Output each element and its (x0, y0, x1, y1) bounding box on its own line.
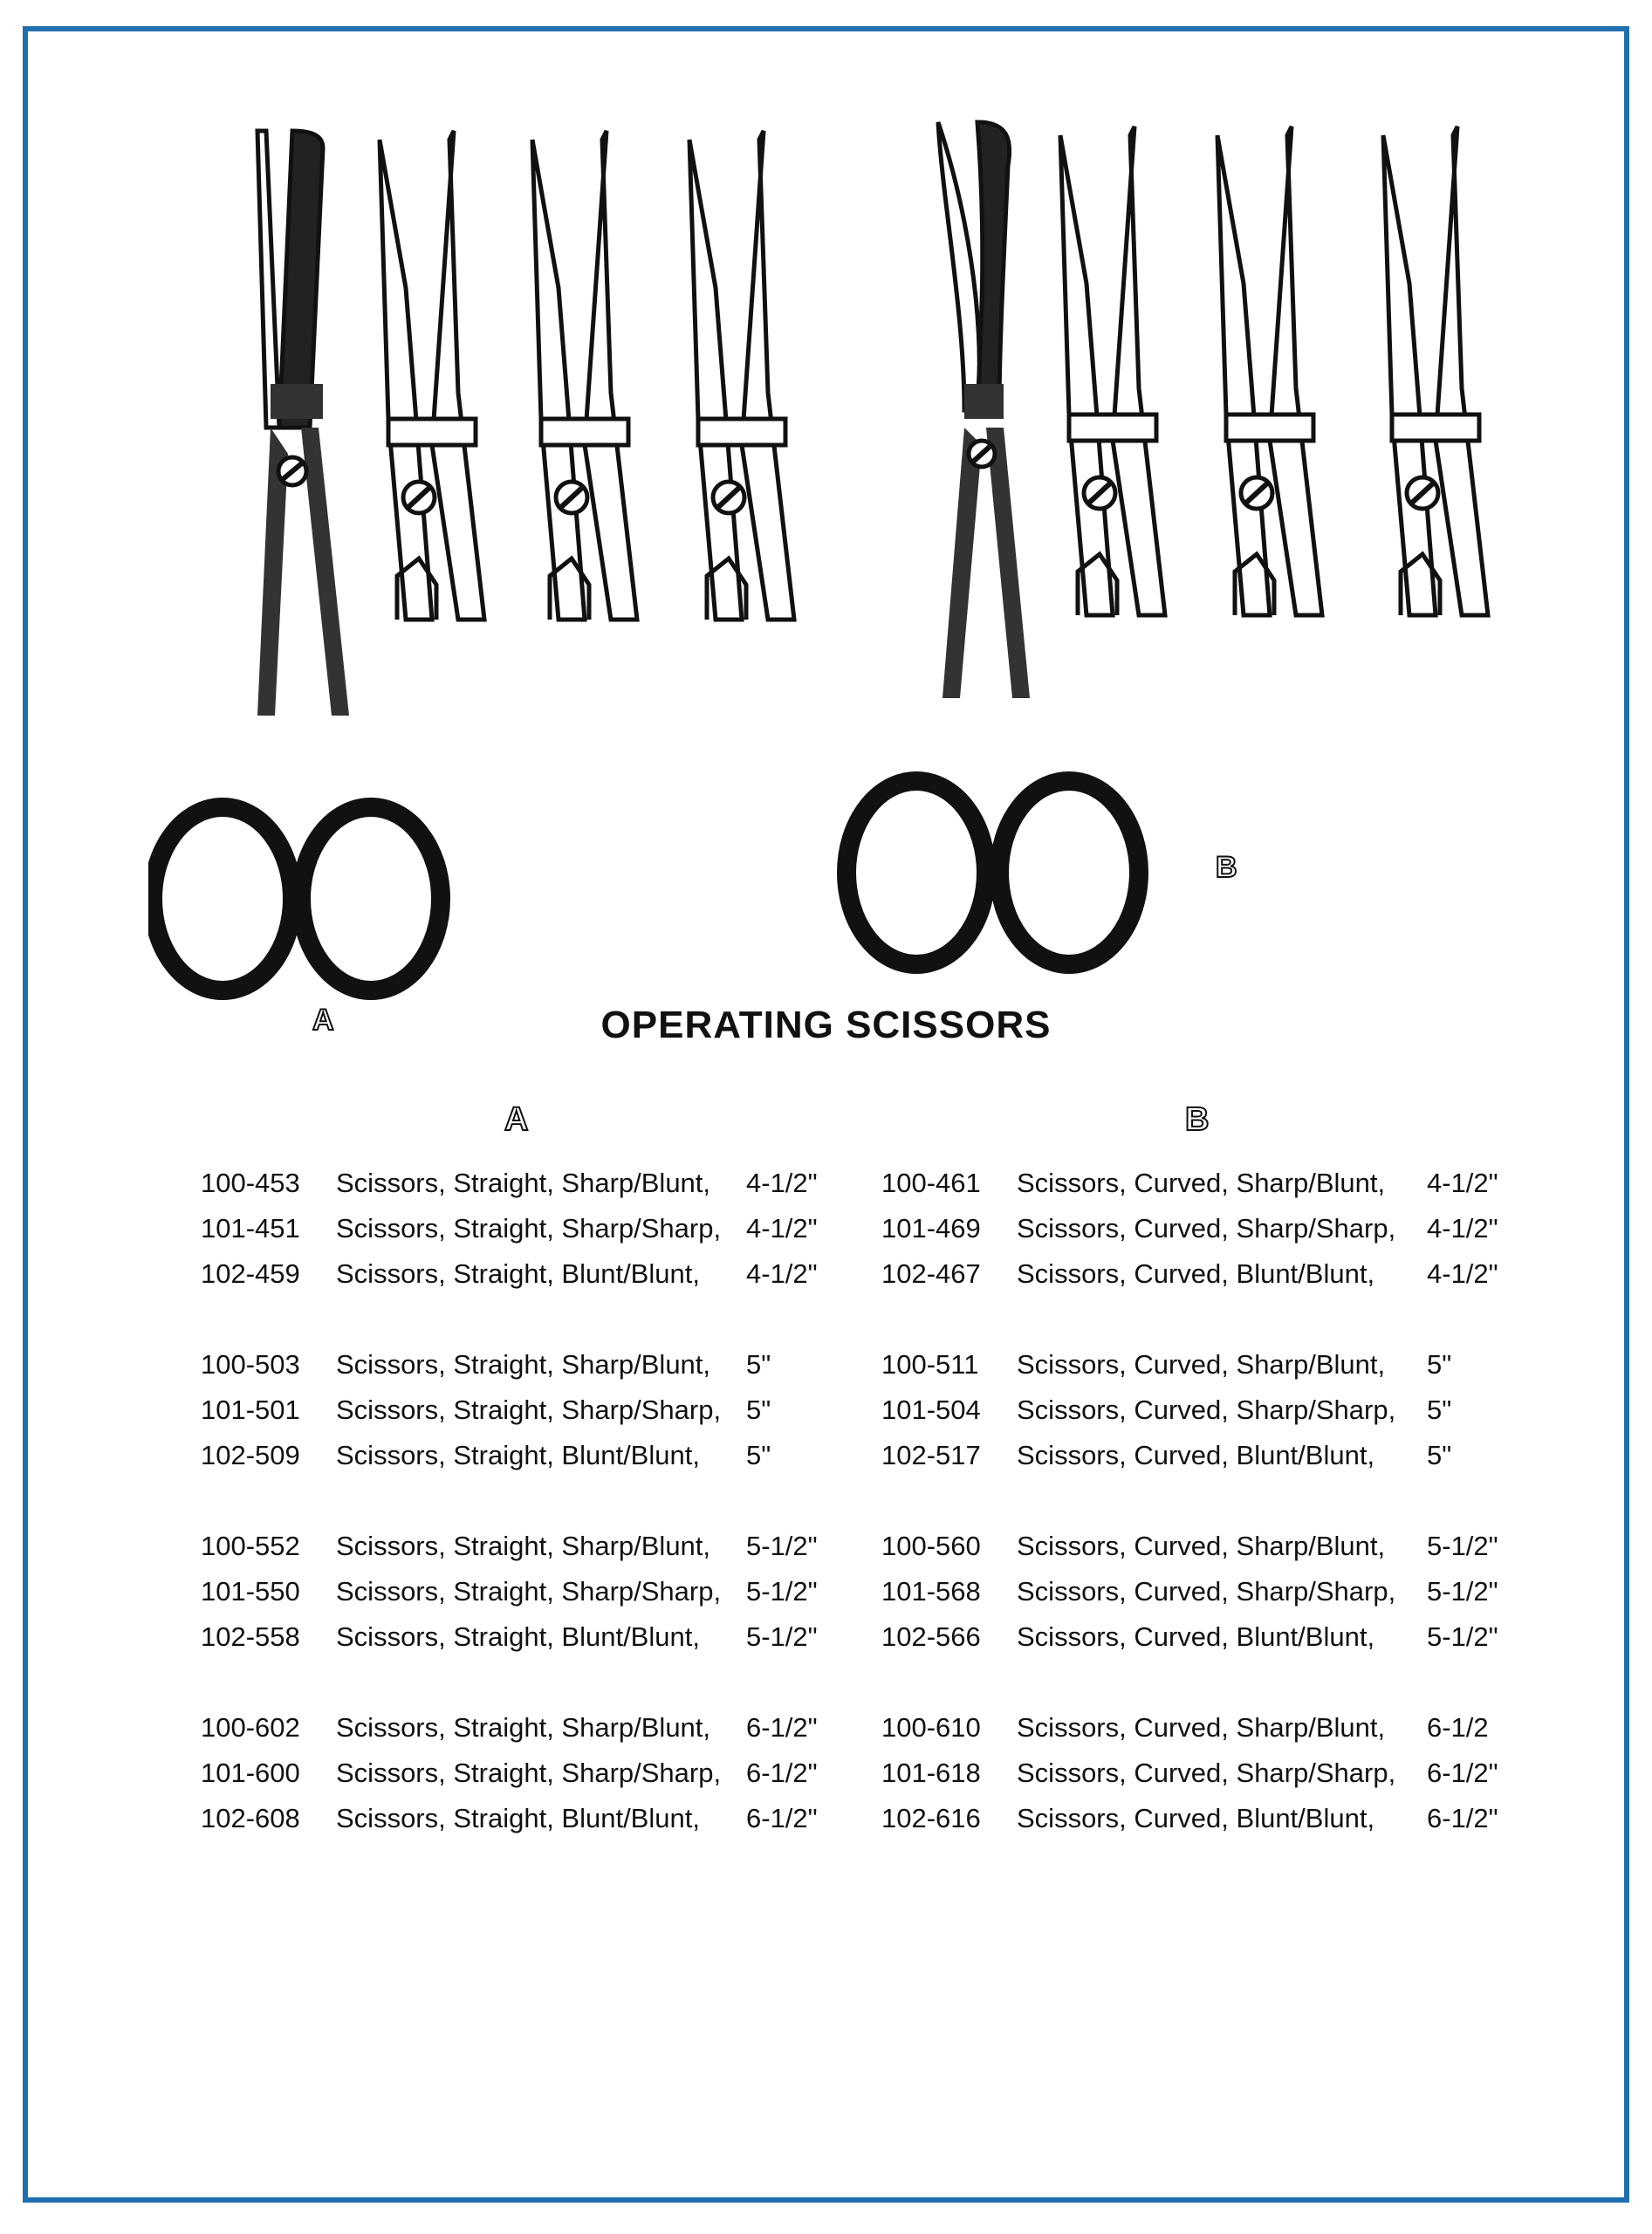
product-row (201, 1433, 842, 1478)
item-size: 6-1/2" (1427, 1758, 1498, 1788)
item-size: 4-1/2" (1427, 1258, 1498, 1289)
item-size: 5-1/2" (746, 1621, 818, 1652)
item-description: Scissors, Straight, Blunt/Blunt, (336, 1621, 700, 1652)
size-group (201, 1524, 842, 1660)
item-description: Scissors, Curved, Blunt/Blunt, (1017, 1440, 1375, 1470)
product-row (201, 1251, 842, 1297)
size-group (201, 1342, 842, 1478)
item-code: 102-616 (881, 1803, 981, 1833)
item-size: 5-1/2" (1427, 1621, 1498, 1652)
product-row (201, 1569, 842, 1614)
product-row (201, 1614, 842, 1660)
item-code: 102-608 (201, 1803, 300, 1833)
product-row (201, 1342, 842, 1388)
item-size: 4-1/2" (746, 1213, 818, 1244)
product-column-a (201, 1161, 842, 1887)
item-description: Scissors, Curved, Sharp/Sharp, (1017, 1213, 1396, 1244)
item-code: 101-600 (201, 1758, 300, 1788)
item-code: 102-558 (201, 1621, 300, 1652)
item-code: 101-568 (881, 1576, 981, 1607)
item-size: 5" (1427, 1440, 1452, 1470)
product-row (881, 1161, 1523, 1206)
product-row (881, 1796, 1523, 1841)
item-description: Scissors, Straight, Sharp/Sharp, (336, 1576, 722, 1607)
page-title: OPERATING SCISSORS (600, 1004, 1052, 1046)
item-code: 102-467 (881, 1258, 981, 1289)
item-description: Scissors, Curved, Blunt/Blunt, (1017, 1803, 1375, 1833)
item-description: Scissors, Straight, Sharp/Sharp, (336, 1395, 722, 1425)
figure-label-b: B (1216, 851, 1237, 884)
item-code: 100-511 (881, 1349, 979, 1380)
item-code: 102-566 (881, 1621, 981, 1652)
item-size: 5" (1427, 1349, 1452, 1380)
item-code: 101-618 (881, 1758, 981, 1788)
column-heading-b: B (1185, 1101, 1210, 1138)
size-group (201, 1705, 842, 1841)
item-description: Scissors, Curved, Sharp/Sharp, (1017, 1758, 1396, 1788)
item-description: Scissors, Straight, Sharp/Sharp, (336, 1213, 722, 1244)
item-description: Scissors, Curved, Sharp/Sharp, (1017, 1576, 1396, 1607)
item-code: 102-459 (201, 1258, 300, 1289)
item-size: 5-1/2" (746, 1576, 818, 1607)
size-group (881, 1524, 1523, 1660)
tip-b-3 (1383, 127, 1488, 615)
product-row (881, 1342, 1523, 1388)
product-row (881, 1388, 1523, 1433)
item-code: 101-550 (201, 1576, 300, 1607)
product-row (881, 1751, 1523, 1796)
product-row (881, 1614, 1523, 1660)
item-description: Scissors, Curved, Blunt/Blunt, (1017, 1621, 1375, 1652)
item-code: 100-453 (201, 1168, 300, 1198)
tip-b-2 (1217, 127, 1322, 615)
item-code: 101-504 (881, 1395, 981, 1425)
item-description: Scissors, Straight, Sharp/Sharp, (336, 1758, 722, 1788)
item-size: 4-1/2" (1427, 1213, 1498, 1244)
item-code: 100-560 (881, 1531, 981, 1561)
scissors-illustration (148, 105, 1527, 1038)
tip-a-3 (689, 131, 794, 620)
item-size: 4-1/2" (746, 1168, 818, 1198)
product-row (201, 1705, 842, 1751)
item-code: 100-610 (881, 1712, 981, 1743)
item-size: 5" (746, 1349, 771, 1380)
size-group (881, 1705, 1523, 1841)
size-group (881, 1161, 1523, 1297)
item-size: 5" (1427, 1395, 1452, 1425)
item-description: Scissors, Straight, Blunt/Blunt, (336, 1258, 700, 1289)
item-code: 100-461 (881, 1168, 981, 1198)
item-description: Scissors, Curved, Sharp/Blunt, (1017, 1168, 1386, 1198)
size-group (881, 1342, 1523, 1478)
item-size: 6-1/2" (746, 1803, 818, 1833)
item-code: 100-552 (201, 1531, 300, 1561)
item-size: 6-1/2" (746, 1758, 818, 1788)
product-row (881, 1524, 1523, 1569)
item-description: Scissors, Straight, Sharp/Blunt, (336, 1349, 711, 1380)
tip-a-1 (380, 131, 484, 620)
product-row (881, 1206, 1523, 1251)
product-row (201, 1388, 842, 1433)
tip-b-1 (1060, 127, 1165, 615)
product-row (201, 1161, 842, 1206)
item-size: 5" (746, 1395, 771, 1425)
product-column-b (881, 1161, 1523, 1887)
item-code: 100-602 (201, 1712, 300, 1743)
item-code: 100-503 (201, 1349, 300, 1380)
item-code: 102-517 (881, 1440, 981, 1470)
item-size: 4-1/2" (746, 1258, 818, 1289)
item-description: Scissors, Curved, Sharp/Blunt, (1017, 1712, 1386, 1743)
item-code: 101-451 (201, 1213, 300, 1244)
product-row (881, 1251, 1523, 1297)
item-description: Scissors, Straight, Sharp/Blunt, (336, 1168, 711, 1198)
product-row (201, 1751, 842, 1796)
item-description: Scissors, Curved, Sharp/Blunt, (1017, 1531, 1386, 1561)
item-size: 5" (746, 1440, 771, 1470)
product-row (201, 1524, 842, 1569)
item-size: 5-1/2" (1427, 1576, 1498, 1607)
product-row (881, 1569, 1523, 1614)
item-size: 6-1/2" (746, 1712, 818, 1743)
figure-label-a: A (312, 1004, 334, 1037)
item-size: 4-1/2" (1427, 1168, 1498, 1198)
tip-a-2 (532, 131, 637, 620)
item-size: 6-1/2" (1427, 1803, 1498, 1833)
product-row (201, 1206, 842, 1251)
item-description: Scissors, Straight, Blunt/Blunt, (336, 1803, 700, 1833)
item-description: Scissors, Straight, Sharp/Blunt, (336, 1712, 711, 1743)
item-description: Scissors, Straight, Sharp/Blunt, (336, 1531, 711, 1561)
item-code: 101-501 (201, 1395, 300, 1425)
item-size: 5-1/2" (1427, 1531, 1498, 1561)
product-row (881, 1705, 1523, 1751)
product-row (881, 1433, 1523, 1478)
item-code: 102-509 (201, 1440, 300, 1470)
size-group (201, 1161, 842, 1297)
item-description: Scissors, Straight, Blunt/Blunt, (336, 1440, 700, 1470)
item-code: 101-469 (881, 1213, 981, 1244)
item-description: Scissors, Curved, Blunt/Blunt, (1017, 1258, 1375, 1289)
product-row (201, 1796, 842, 1841)
item-size: 5-1/2" (746, 1531, 818, 1561)
item-size: 6-1/2 (1427, 1712, 1489, 1743)
item-description: Scissors, Curved, Sharp/Blunt, (1017, 1349, 1386, 1380)
item-description: Scissors, Curved, Sharp/Sharp, (1017, 1395, 1396, 1425)
column-heading-a: A (504, 1101, 529, 1138)
